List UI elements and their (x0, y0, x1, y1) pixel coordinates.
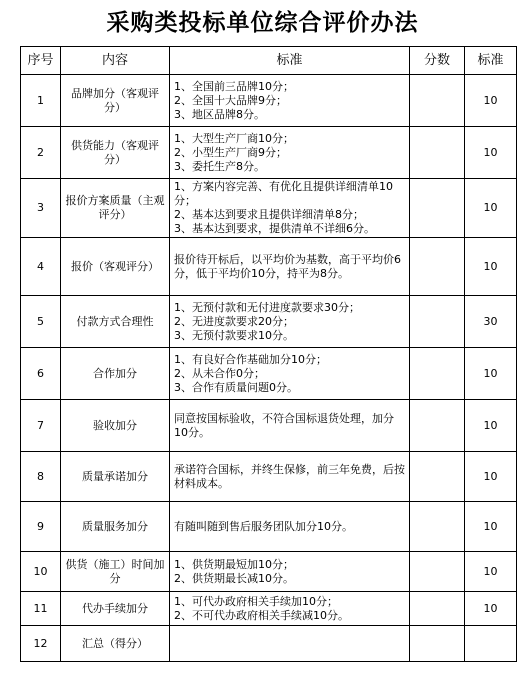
row-number: 8 (21, 452, 61, 502)
header-standard: 标准 (170, 47, 410, 75)
header-score: 分数 (410, 47, 465, 75)
standard-line: 同意按国标验收，不符合国标退货处理，加分10分。 (174, 411, 394, 439)
header-row (21, 47, 517, 75)
row-standard (170, 592, 410, 626)
row-score-input[interactable] (410, 502, 465, 552)
table-row (21, 127, 517, 179)
row-number: 3 (21, 179, 61, 238)
row-number: 9 (21, 502, 61, 552)
row-max-score: 10 (465, 348, 517, 400)
row-number: 2 (21, 127, 61, 179)
page-title: 采购类投标单位综合评价办法 (106, 9, 419, 36)
row-score-input[interactable] (410, 75, 465, 127)
table-row (21, 348, 517, 400)
row-standard (170, 400, 410, 452)
standard-line: 1、全国前三品牌10分； (174, 79, 294, 93)
standard-line: 1、方案内容完善、有优化且提供详细清单10分； (174, 180, 393, 207)
row-max-score: 10 (465, 238, 517, 296)
row-score-input[interactable] (410, 552, 465, 592)
standard-line: 3、无预付款要求10分。 (174, 328, 294, 342)
row-content: 报价（客观评分） (61, 238, 170, 296)
table-row (21, 400, 517, 452)
row-content: 合作加分 (61, 348, 170, 400)
standard-line: 1、可代办政府相关手续加10分； (174, 594, 338, 608)
row-content: 供货（施工）时间加分 (61, 552, 170, 592)
row-max-score: 10 (465, 179, 517, 238)
row-number: 10 (21, 552, 61, 592)
table-row (21, 552, 517, 592)
table-row (21, 238, 517, 296)
row-number: 1 (21, 75, 61, 127)
row-max-score (465, 626, 517, 662)
row-max-score: 10 (465, 592, 517, 626)
row-number: 5 (21, 296, 61, 348)
row-number: 11 (21, 592, 61, 626)
row-content: 质量服务加分 (61, 502, 170, 552)
standard-line: 2、供货期最长减10分。 (174, 571, 294, 585)
row-max-score: 10 (465, 400, 517, 452)
standard-line: 3、地区品牌8分。 (174, 107, 265, 121)
standard-line: 2、从未合作0分； (174, 366, 265, 380)
standard-line: 承诺符合国标，并终生保修，前三年免费，后按材料成本。 (174, 462, 405, 490)
evaluation-table (20, 46, 517, 662)
row-standard (170, 502, 410, 552)
row-score-input[interactable] (410, 400, 465, 452)
row-content: 代办手续加分 (61, 592, 170, 626)
standard-line: 3、基本达到要求，提供清单不详细6分。 (174, 222, 375, 235)
row-number: 4 (21, 238, 61, 296)
row-content: 质量承诺加分 (61, 452, 170, 502)
table-row (21, 179, 517, 238)
standard-line: 2、全国十大品牌9分； (174, 93, 287, 107)
header-no: 序号 (21, 47, 61, 75)
row-content: 品牌加分（客观评分） (61, 75, 170, 127)
row-number: 7 (21, 400, 61, 452)
row-number: 12 (21, 626, 61, 662)
table-body (21, 75, 517, 662)
standard-line: 1、无预付款和无付进度款要求30分； (174, 300, 360, 314)
table-row (21, 452, 517, 502)
row-score-input[interactable] (410, 592, 465, 626)
row-standard (170, 75, 410, 127)
standard-line: 2、基本达到要求且提供详细清单8分； (174, 208, 364, 221)
row-score-input[interactable] (410, 238, 465, 296)
row-standard (170, 179, 410, 238)
row-standard (170, 552, 410, 592)
row-standard (170, 127, 410, 179)
row-content: 供货能力（客观评分） (61, 127, 170, 179)
row-standard (170, 348, 410, 400)
standard-line: 3、委托生产8分。 (174, 159, 265, 173)
row-standard (170, 296, 410, 348)
row-content: 验收加分 (61, 400, 170, 452)
row-max-score: 10 (465, 552, 517, 592)
standard-line: 2、无进度款要求20分； (174, 314, 294, 328)
standard-line: 报价待开标后，以平均价为基数，高于平均价6分，低于平均价10分，持平为8分。 (174, 252, 401, 280)
row-score-input[interactable] (410, 296, 465, 348)
row-score-input[interactable] (410, 179, 465, 238)
standard-line: 1、有良好合作基础加分10分； (174, 352, 327, 366)
row-max-score: 10 (465, 502, 517, 552)
row-standard (170, 238, 410, 296)
row-max-score: 30 (465, 296, 517, 348)
row-standard (170, 626, 410, 662)
row-score-input[interactable] (410, 348, 465, 400)
row-score-input[interactable] (410, 626, 465, 662)
table-row (21, 626, 517, 662)
standard-line: 1、大型生产厂商10分； (174, 131, 294, 145)
row-score-input[interactable] (410, 452, 465, 502)
table-row (21, 296, 517, 348)
table-row (21, 75, 517, 127)
row-standard (170, 452, 410, 502)
table-row (21, 592, 517, 626)
standard-line: 1、供货期最短加10分； (174, 557, 294, 571)
header-content: 内容 (61, 47, 170, 75)
row-content: 报价方案质量（主观评分） (61, 179, 170, 238)
standard-line: 2、不可代办政府相关手续减10分。 (174, 608, 349, 622)
standard-line: 有随叫随到售后服务团队加分10分。 (174, 519, 353, 533)
table-row (21, 502, 517, 552)
row-max-score: 10 (465, 127, 517, 179)
header-max: 标准 (465, 47, 517, 75)
row-content: 付款方式合理性 (61, 296, 170, 348)
standard-line: 3、合作有质量问题0分。 (174, 380, 298, 394)
row-max-score: 10 (465, 452, 517, 502)
row-number: 6 (21, 348, 61, 400)
standard-line: 2、小型生产厂商9分； (174, 145, 287, 159)
row-content: 汇总（得分） (61, 626, 170, 662)
row-score-input[interactable] (410, 127, 465, 179)
row-max-score: 10 (465, 75, 517, 127)
